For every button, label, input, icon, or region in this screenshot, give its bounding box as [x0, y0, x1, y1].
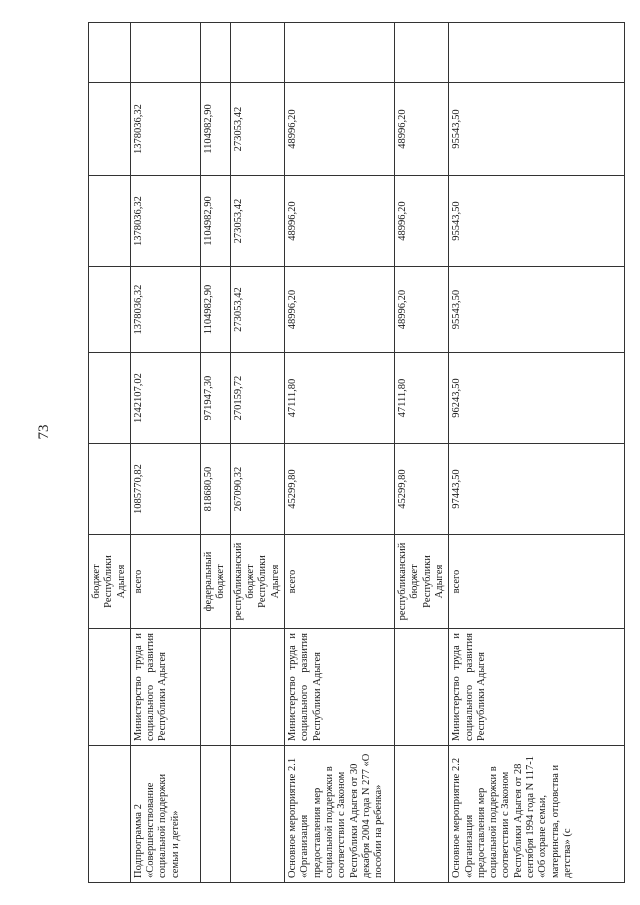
value-cell: 96243,50	[449, 353, 625, 444]
page-number: 73	[36, 424, 52, 440]
value-cell: 1085770,82	[130, 444, 200, 535]
organization-cell	[395, 629, 449, 746]
program-cell: Основное мероприятие 2.1 «Организация предоставления мер социальной поддержки в соответствии с Законом Республики Адыгея от 30 декабря 2004 года N 277 «О пособии на ребенка»	[285, 746, 395, 883]
value-cell	[395, 23, 449, 83]
value-cell	[89, 176, 131, 267]
value-cell	[449, 23, 625, 83]
organization-cell	[89, 629, 131, 746]
budget-table	[88, 22, 625, 883]
value-cell: 48996,20	[285, 83, 395, 176]
rotated-table-container	[88, 23, 590, 883]
value-cell	[130, 23, 200, 83]
value-cell: 48996,20	[395, 176, 449, 267]
table-row	[89, 23, 131, 883]
value-cell: 95543,50	[449, 83, 625, 176]
table-row	[449, 23, 625, 883]
funding-source-cell: республиканский бюджет Республики Адыгея	[395, 535, 449, 629]
value-cell: 1378036,32	[130, 83, 200, 176]
value-cell	[285, 23, 395, 83]
table-row	[285, 23, 395, 883]
value-cell: 45299,80	[395, 444, 449, 535]
value-cell: 47111,80	[395, 353, 449, 444]
value-cell: 97443,50	[449, 444, 625, 535]
funding-source-cell: всего	[285, 535, 395, 629]
table-row	[395, 23, 449, 883]
value-cell	[200, 23, 230, 83]
funding-source-cell: республиканский бюджет Республики Адыгея	[230, 535, 284, 629]
value-cell: 1378036,32	[130, 176, 200, 267]
value-cell: 1242107,02	[130, 353, 200, 444]
value-cell	[89, 267, 131, 353]
value-cell	[230, 23, 284, 83]
funding-source-cell: всего	[130, 535, 200, 629]
value-cell: 48996,20	[395, 267, 449, 353]
organization-cell: Министерство труда и социального развития Республики Адыгея	[130, 629, 200, 746]
organization-cell	[200, 629, 230, 746]
organization-cell: Министерство труда и социального развития Республики Адыгея	[285, 629, 395, 746]
value-cell	[89, 353, 131, 444]
value-cell: 270159,72	[230, 353, 284, 444]
value-cell: 818680,50	[200, 444, 230, 535]
value-cell: 48996,20	[285, 176, 395, 267]
value-cell: 273053,42	[230, 83, 284, 176]
program-cell: Подпрограмма 2 «Совершенствование социальной поддержки семьи и детей»	[130, 746, 200, 883]
table-row	[200, 23, 230, 883]
value-cell: 1104982,90	[200, 83, 230, 176]
program-cell: Основное мероприятие 2.2 «Организация предоставления мер социальной поддержки в соответствии с Законом Республики Адыгея от 28 сентября 1994 года N 117-1 «Об охране семьи, материнства, отцовства и детства» (с	[449, 746, 625, 883]
program-cell	[89, 746, 131, 883]
value-cell: 971947,30	[200, 353, 230, 444]
value-cell: 1104982,90	[200, 267, 230, 353]
program-cell	[395, 746, 449, 883]
value-cell: 48996,20	[395, 83, 449, 176]
funding-source-cell: бюджет Республики Адыгея	[89, 535, 131, 629]
value-cell: 267090,32	[230, 444, 284, 535]
value-cell: 95543,50	[449, 267, 625, 353]
value-cell: 48996,20	[285, 267, 395, 353]
value-cell	[89, 23, 131, 83]
value-cell: 273053,42	[230, 267, 284, 353]
value-cell: 47111,80	[285, 353, 395, 444]
program-cell	[230, 746, 284, 883]
value-cell: 1378036,32	[130, 267, 200, 353]
value-cell: 1104982,90	[200, 176, 230, 267]
value-cell: 95543,50	[449, 176, 625, 267]
value-cell: 45299,80	[285, 444, 395, 535]
organization-cell: Министерство труда и социального развития Республики Адыгея	[449, 629, 625, 746]
organization-cell	[230, 629, 284, 746]
funding-source-cell: всего	[449, 535, 625, 629]
table-row	[230, 23, 284, 883]
funding-source-cell: федеральный бюджет	[200, 535, 230, 629]
value-cell	[89, 444, 131, 535]
program-cell	[200, 746, 230, 883]
value-cell: 273053,42	[230, 176, 284, 267]
table-row	[130, 23, 200, 883]
value-cell	[89, 83, 131, 176]
